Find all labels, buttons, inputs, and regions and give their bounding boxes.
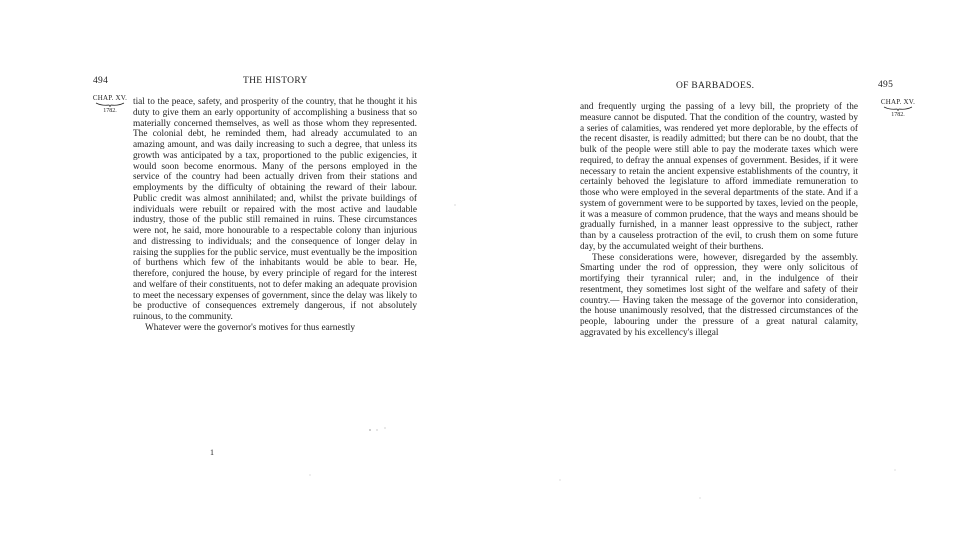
signature-mark: 1 bbox=[210, 448, 214, 457]
page-number: 495 bbox=[878, 80, 894, 90]
margin-year: 1782. bbox=[891, 112, 905, 118]
margin-chapter: CHAP. XV. bbox=[92, 94, 128, 102]
running-head: OF BARBADOES. bbox=[676, 81, 755, 91]
paragraph: These considerations were, however, disregarded by the assembly. Smarting under the rod of oppression, they were only solicitous of mortifying their tyrannical ruler; and, in the indulgence of their resentment, they sometimes lost sight of the welfare and safety of their country.— Having taken the message of the governor into consideration, the house unanimously resolved, that the distressed circumstances of the people, labouring under the pressure of a great natural calamity, aggravated by his excellency's illegal bbox=[580, 252, 858, 338]
margin-chapter: CHAP. XV. bbox=[880, 98, 916, 106]
paragraph: Whatever were the governor's motives for thus earnestly bbox=[145, 322, 356, 333]
paragraph: and frequently urging the passing of a levy bill, the propriety of the measure cannot be disputed. That the condition of the country, wasted by a series of calamities, was rendered yet more deplorable, by the effects of the recent disaster, is readily admitted; but there can be no doubt, that the bulk of the people were still able to pay the moderate taxes which were required, to defray the annual expenses of government. Besides, if it were necessary to retain the ancient expensive establishments of the country, it certainly behoved the legislature to afford immediate remuneration to those who were employed in the several departments of the state. And if a system of government were to be supported by taxes, levied on the people, it was a measure of common prudence, that the ways and means should be gradually furnished, in a manner least oppressive to the subject, rather than by a causeless protraction of the evil, to crush them on some future day, by the accumulated weight of their burthens. bbox=[580, 102, 858, 252]
margin-year: 1782. bbox=[103, 108, 117, 114]
paragraph: tial to the peace, safety, and prosperity of the country, that he thought it his duty to give them an early opportunity of accomplishing a business that so materially concerned themselves, as well as those whom they represented. The colonial debt, he reminded them, had already accumulated to an amazing amount, and was daily increasing to such a degree, that unless its growth was anticipated by a tax, proportioned to the public exigencies, it would soon become enormous. Many of the persons employed in the service of the country had been actually driven from their stations and employments by the difficulty of obtaining the reward of their labour. Public credit was almost annihilated; and, whilst the private buildings of individuals were rebuilt or repaired with the most active and laudable industry, those of the public still remained in ruins. These circumstances were not, he said, more honourable to a respectable colony than injurious and distressing to individuals; and the consequence of longer delay in raising the supplies for the public service, must eventually be the imposition of burthens which few of the inhabitants would be able to bear. He, therefore, conjured the house, by every principle of regard for the interest and welfare of their constituents, not to defer making an adequate provision to meet the necessary expenses of government, since the delay was likely to be productive of consequences extremely dangerous, if not absolutely ruinous, to the community. bbox=[133, 97, 417, 322]
page-number: 494 bbox=[93, 76, 109, 86]
running-head: THE HISTORY bbox=[243, 76, 308, 86]
